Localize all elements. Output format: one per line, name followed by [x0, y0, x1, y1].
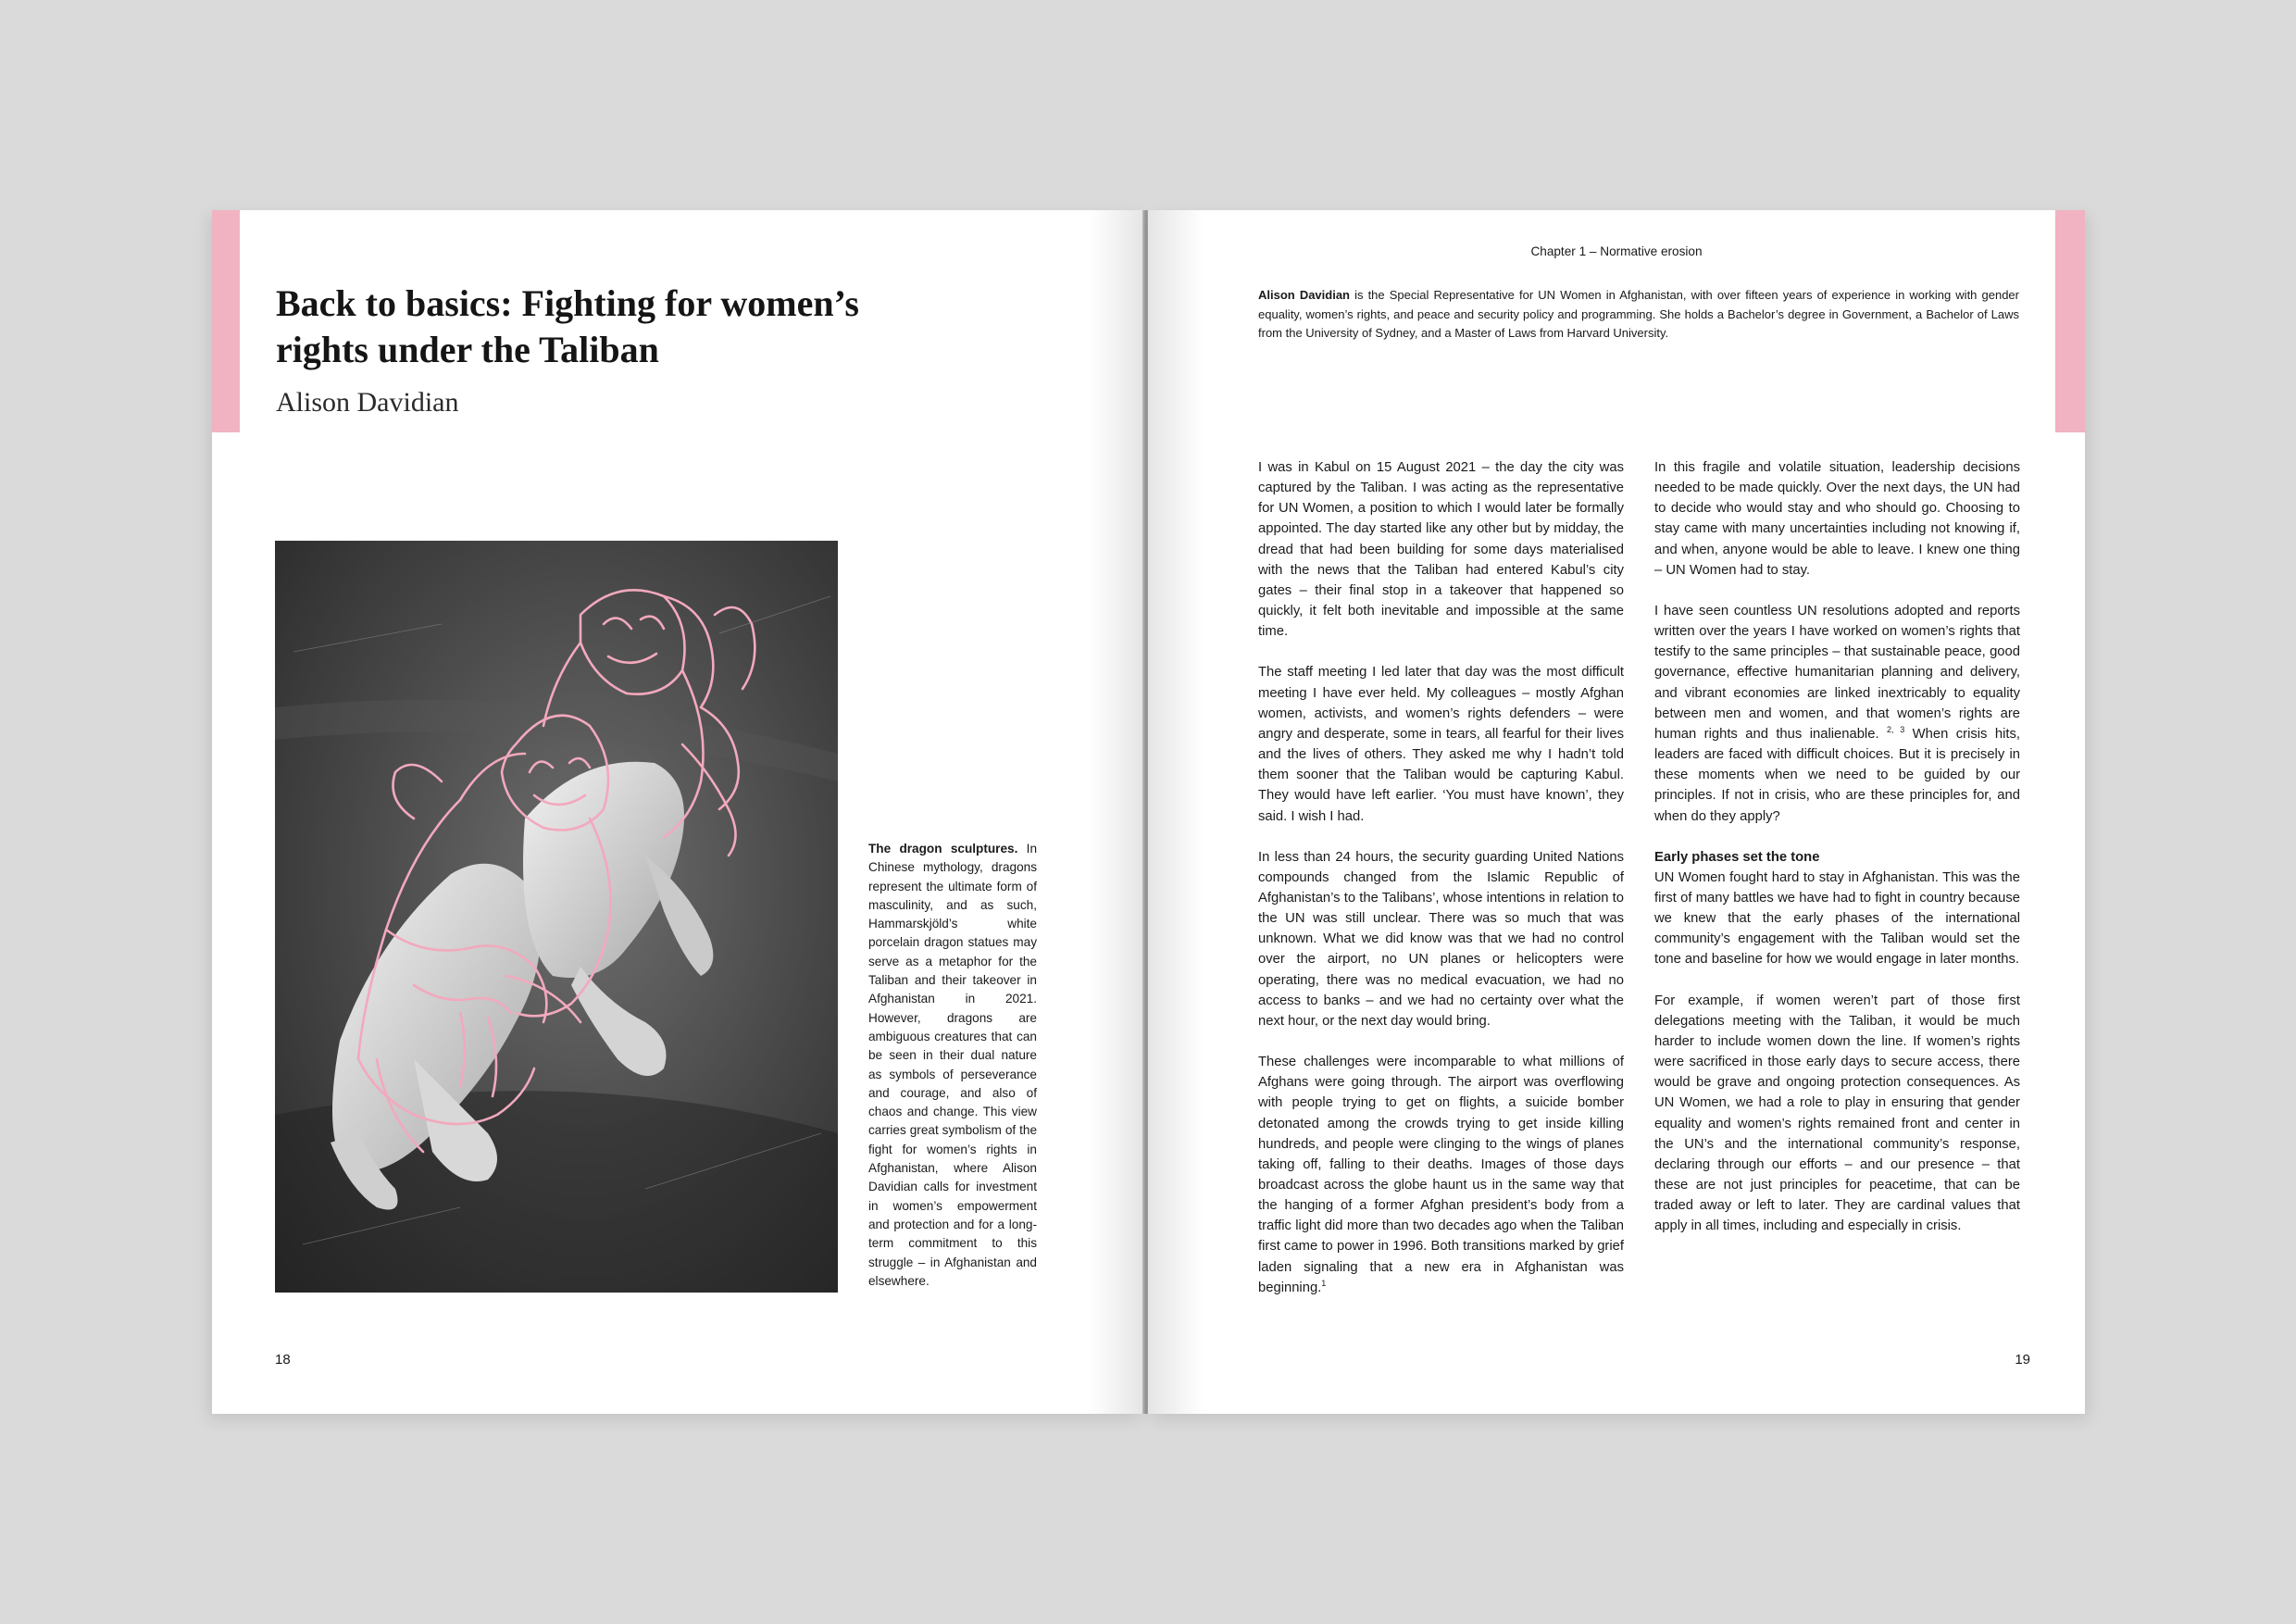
paragraph: For example, if women weren’t part of those first delegations meeting with the Taliban, it would be much harder to include women down the line. If women’s rights were sacrificed in those early days to secure access, there would be grave and ongoing protection consequences. As UN Women, we had a role to play in ensuring that gender equality and women’s rights remained front and center in the UN’s and the international community’s response, declaring through our efforts – and our presence – that these are not just principles for peacetime, that can be traded away or left to later. They are cardinal values that apply in all times, including and especially in crisis. — [1654, 993, 2020, 1234]
section-subheading: Early phases set the tone — [1654, 849, 1820, 865]
paragraph: The staff meeting I led later that day was the most difficult meeting I have ever held. My colleagues – mostly Afghan women, activists, and women’s rights defenders – were angry and desperate, some in tears, all fearful for their lives and the lives of others. They asked me why I hadn’t told them sooner that the Taliban would be capturing Kabul. They would have left earlier. ‘You must have known’, they said. I wish I had. — [1258, 665, 1624, 824]
gutter-shadow — [1089, 210, 1144, 1414]
paragraph: In this fragile and volatile situation, leadership decisions needed to be made quickly. Over the next days, the UN had to decide who would stay and who should go. Choosing to stay came with many uncertainties including not knowing if, and when, anyone would be able to leave. I knew one thing – UN Women had to stay. — [1654, 460, 2020, 578]
text-column-1 — [1258, 457, 1624, 1318]
paragraph-text: When crisis hits, leaders are faced with difficult choices. But it is precisely in these moments when we need to be guided by our principles. If not in crisis, who are these principles for, and when do they apply? — [1654, 726, 2020, 824]
photo-caption — [868, 840, 1037, 1291]
bio-name: Alison Davidian — [1258, 288, 1350, 302]
paragraph — [1258, 1052, 1624, 1298]
caption-body: In Chinese mythology, dragons represent the ultimate form of masculinity, and as such, Hammarskjöld’s white porcelain dragon statues may serve as a metaphor for the Taliban and their takeover in Afghanistan in 2021. However, dragons are ambiguous creatures that can be seen in their dual nature as symbols of perseverance and courage, and also of chaos and change. This view carries great symbolism of the fight for women’s rights in Afghanistan, where Alison Davidian calls for investment in women’s empowerment and protection and for a long-term commitment to this struggle – in Afghanistan and elsewhere. — [868, 842, 1038, 1288]
dragon-sculptures-photo — [275, 541, 838, 1293]
photo-illustration — [275, 541, 838, 1293]
footnote-ref: 2, 3 — [1886, 724, 1905, 734]
paragraph: UN Women fought hard to stay in Afghanistan. This was the first of many battles we have had to fight in country because we knew that the early phases of the international community’s engagement with the Taliban would set the tone and baseline for how we would engage in later months. — [1654, 869, 2020, 968]
left-page — [212, 210, 1144, 1414]
title-line-1: Back to basics: Fighting for women’s — [276, 282, 859, 324]
article-title — [276, 281, 942, 373]
article-author: Alison Davidian — [276, 387, 459, 418]
author-bio — [1258, 286, 2019, 344]
running-head: Chapter 1 – Normative erosion — [1530, 244, 1703, 258]
text-column-2 — [1654, 457, 2020, 1256]
paragraph: I was in Kabul on 15 August 2021 – the day the city was captured by the Taliban. I was acting as the representative for UN Women, a position to which I would later be formally appointed. The day started like any other but by midday, the dread that had been building for some days materialised with the news that the Taliban had entered Kabul’s city gates – their final stop in a takeover that happened so quickly, it felt both inevitable and impossible at the same time. — [1258, 460, 1624, 640]
paragraph: In less than 24 hours, the security guarding United Nations compounds changed from the Islamic Republic of Afghanistan’s to the Talibans’, whose intentions in relation to the UN was still unclear. There was so much that was unknown. What we did know was that we had no control over the airport, no UN planes or helicopters were operating, there was no medical evacuation, we had no access to banks – and we had no certainty over what the next hour, or the next day would bring. — [1258, 849, 1624, 1029]
bio-text: is the Special Representative for UN Women in Afghanistan, with over fifteen years of experience in working with gender equality, women’s rights, and peace and security policy and programming. She holds a Bachelor’s degree in Government, a Bachelor of Laws from the University of Sydney, and a Master of Laws from Harvard University. — [1258, 288, 2019, 340]
pink-accent-tab — [2055, 210, 2085, 432]
page-number-left: 18 — [275, 1352, 291, 1368]
page-number-right: 19 — [2015, 1352, 2030, 1368]
caption-heading: The dragon sculptures. — [868, 842, 1018, 856]
right-page — [1148, 210, 2085, 1414]
paragraph-text: These challenges were incomparable to what millions of Afghans were going through. The airport was overflowing with people trying to get on flights, a suicide bomber detonated among the crowds trying to get inside killing hundreds, and people were clinging to the wings of planes taking off, falling to their deaths. Images of those days broadcast across the globe haunt us in the same way that the hanging of a former Afghan president’s body from a traffic light did more than two decades ago when the Taliban first came to power in 1996. Both transitions marked by grief laden signaling that a new era in Afghanistan was beginning. — [1258, 1055, 1624, 1295]
paragraph-text: I have seen countless UN resolutions adopted and reports written over the years I have worked on women’s rights that testify to the same principles – that sustainable peace, good governance, effective humanitarian planning and delivery, and vibrant economies are linked inextricably to equality between men and women, and that women’s rights are human rights and thus inalienable. — [1654, 603, 2020, 742]
gutter-shadow — [1148, 210, 1204, 1414]
footnote-ref: 1 — [1321, 1278, 1327, 1288]
title-line-2: rights under the Taliban — [276, 329, 659, 370]
paragraph — [1654, 601, 2020, 827]
pink-accent-tab — [212, 210, 240, 432]
